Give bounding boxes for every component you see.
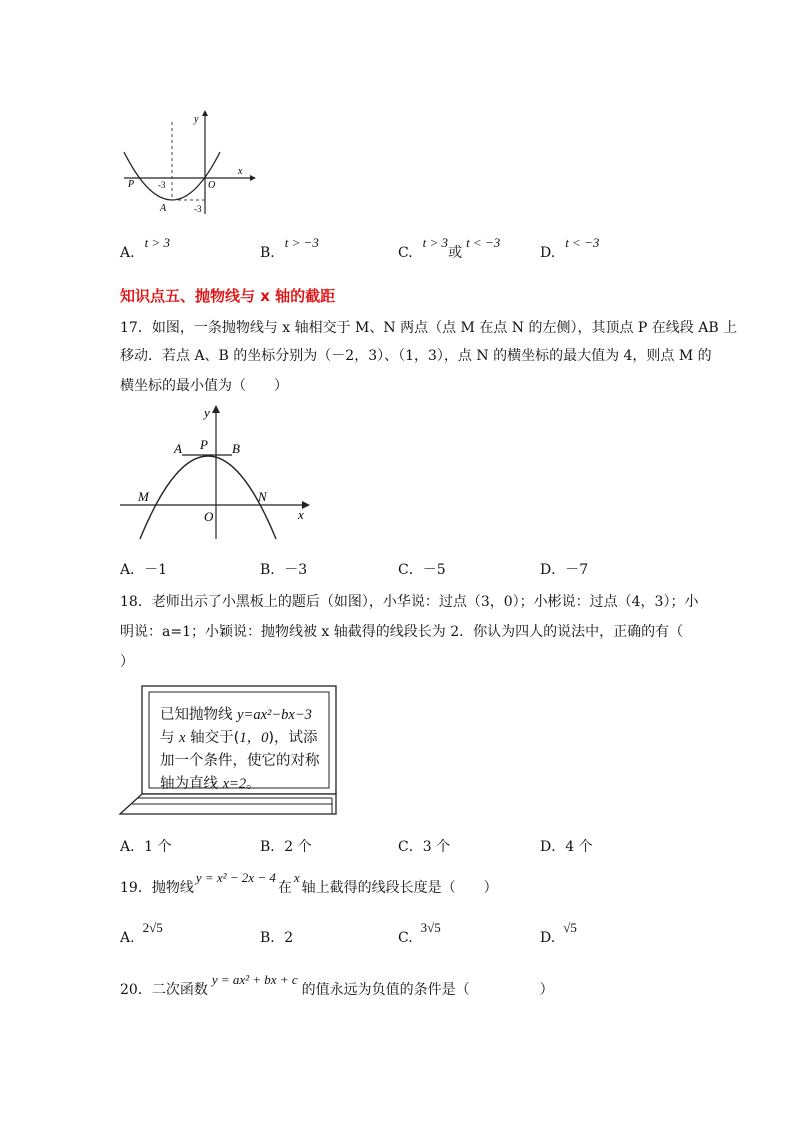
q18-option-b[interactable]: B．2 个 xyxy=(260,839,312,855)
fig17-p-label: P xyxy=(200,437,208,452)
q16-figure xyxy=(118,108,258,218)
q18-line2: 明说：a=1；小颖说：抛物线被 x 轴截得的线段长为 2．你认为四人的说法中，正确的有（ xyxy=(120,624,684,640)
q16-option-a[interactable]: A.t > 3 xyxy=(120,235,170,261)
q19-option-d[interactable]: D.√5 xyxy=(540,920,577,946)
q19-stem: 19．抛物线y = x² − 2x − 4在x轴上截得的线段长度是（ ） xyxy=(120,870,498,896)
q16-option-d[interactable]: D.t < −3 xyxy=(540,235,600,261)
fig16-p-label: P xyxy=(128,179,135,190)
q18-line1: 18．老师出示了小黑板上的题后（如图），小华说：过点（3，0）；小彬说：过点（4，3）；小 xyxy=(120,594,699,610)
fig17-origin-label: O xyxy=(204,509,214,524)
q17-option-d[interactable]: D．－7 xyxy=(540,562,589,578)
fig17-b-label: B xyxy=(232,441,240,456)
fig17-a-label: A xyxy=(174,441,182,456)
q19-option-b[interactable]: B．2 xyxy=(260,930,294,946)
q18-option-a[interactable]: A．1 个 xyxy=(120,839,172,855)
fig17-m-label: M xyxy=(138,489,149,504)
q17-option-c[interactable]: C．－5 xyxy=(398,562,446,578)
q18-option-d[interactable]: D．4 个 xyxy=(540,839,593,855)
q16-option-b[interactable]: B.t > −3 xyxy=(260,235,319,261)
fig16-neg3-x: -3 xyxy=(158,180,166,190)
fig16-y-label: y xyxy=(194,114,199,125)
fig16-a-label: A xyxy=(160,203,167,214)
q17-line1: 17．如图，一条抛物线与 x 轴相交于 M、N 两点（点 M 在点 N 的左侧），其顶点 P 在线段 AB 上 xyxy=(120,320,738,336)
fig16-x-label: x xyxy=(238,166,243,177)
q17-line3: 横坐标的最小值为（ ） xyxy=(120,378,288,394)
q16-option-c[interactable]: C.t > 3或t < −3 xyxy=(398,235,501,261)
q19-option-a[interactable]: A.2√5 xyxy=(120,920,163,946)
section-title: 知识点五、抛物线与 x 轴的截距 xyxy=(120,287,336,305)
fig16-neg3-y: -3 xyxy=(194,204,202,214)
q18-line3: ） xyxy=(120,654,134,670)
fig16-origin-label: O xyxy=(208,180,216,191)
q17-option-a[interactable]: A．－1 xyxy=(120,562,168,578)
fig17-n-label: N xyxy=(258,489,267,504)
fig17-x-label: x xyxy=(298,507,304,522)
fig17-y-label: y xyxy=(204,405,210,420)
q17-figure xyxy=(118,403,313,543)
q17-option-b[interactable]: B．－3 xyxy=(260,562,308,578)
q17-line2: 移动．若点 A、B 的坐标分别为（－2，3）、（1，3），点 N 的横坐标的最大值为 4，则点 M 的 xyxy=(120,348,712,364)
q18-option-c[interactable]: C．3 个 xyxy=(398,839,451,855)
q19-option-c[interactable]: C.3√5 xyxy=(398,920,441,946)
blackboard-text: 已知抛物线 y=ax²−bx−3 与 x 轴交于(1，0)，试添 加一个条件，使它的对称 轴为直线 x=2。 xyxy=(160,707,320,792)
q20-stem: 20．二次函数y = ax² + bx + c的值永远为负值的条件是（ ） xyxy=(120,972,554,998)
